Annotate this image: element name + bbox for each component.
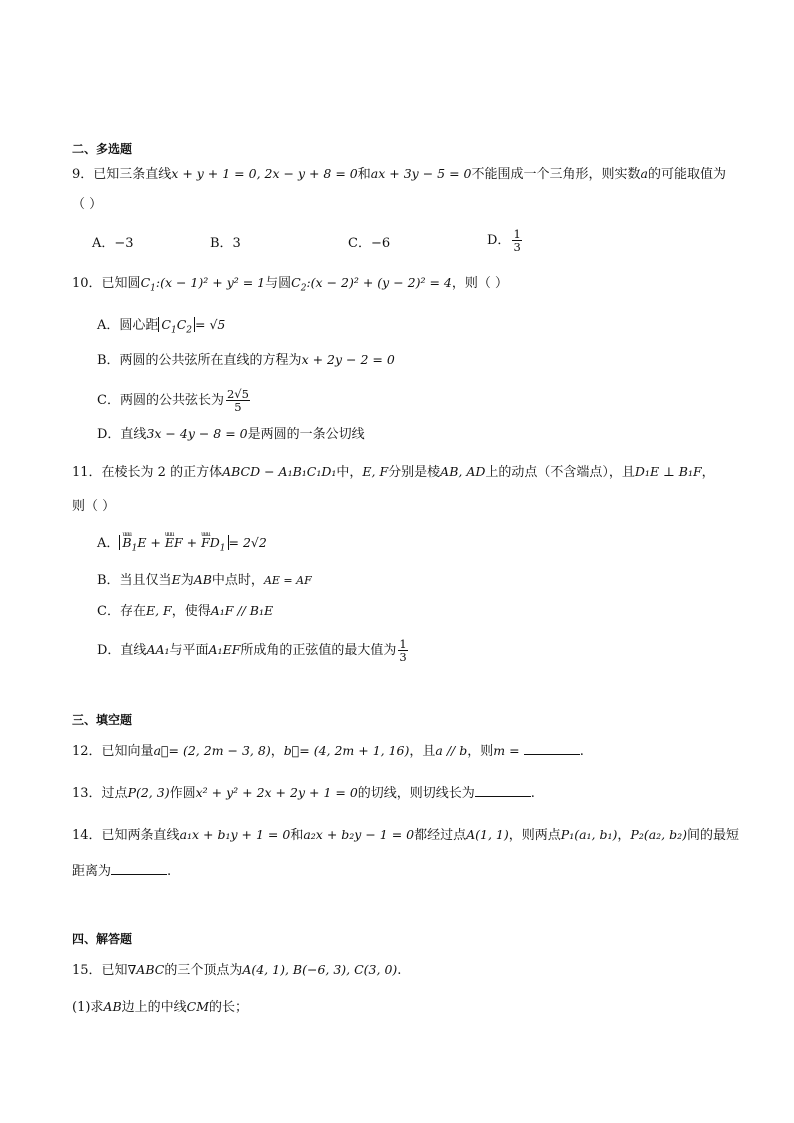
q14-p2: P₂(a₂, b₂): [630, 827, 688, 842]
q13-circle: x² + y² + 2x + 2y + 1 = 0: [195, 785, 358, 800]
q15-sub1-text: 边上的中线: [121, 1000, 187, 1015]
q11-option-b: [97, 571, 312, 590]
q11-text: 在棱长为 2 的正方体: [101, 465, 223, 480]
q13-number: 13．: [72, 786, 102, 801]
q14-p1: P₁(a₁, b₁): [560, 827, 618, 842]
q10-text: 与圆: [265, 276, 292, 291]
fraction: [512, 228, 521, 253]
fraction: [398, 638, 407, 663]
q12-text: ，则: [467, 744, 494, 759]
q11-text: 中，: [336, 465, 363, 480]
q11-option-c: [97, 602, 273, 621]
q13-text: 作圆: [169, 786, 196, 801]
q10-option-a-label: A．圆心距: [97, 318, 159, 333]
q11-edges: AB, AD: [440, 464, 486, 479]
q14-number: 14．: [72, 828, 102, 843]
q10-c1-eq: :(x − 1)² + y² = 1: [155, 275, 266, 290]
q15-triangle: ∇ABC: [127, 962, 165, 977]
q11-option-d-label: D．直线: [97, 643, 147, 658]
q14-end: .: [167, 864, 172, 879]
q11-option-b-text: 为: [180, 573, 194, 588]
q10-option-b: [97, 351, 395, 370]
q9-var: a: [640, 166, 648, 181]
q9-number: 9．: [72, 167, 94, 182]
q10-option-d-label: D．直线: [97, 427, 147, 442]
q13-answer-blank: [475, 784, 531, 797]
q11-line2: 则（ ）: [72, 499, 116, 514]
section-heading-multi: 二、多选题: [72, 142, 133, 156]
q15-end: .: [397, 963, 402, 978]
q11-option-a-val: = 2√2: [228, 535, 267, 550]
q11-option-d: [97, 638, 410, 663]
q14-l1: a₁x + b₁y + 1 = 0: [179, 827, 291, 842]
q11-cube: ABCD − A₁B₁C₁D₁: [222, 464, 337, 479]
q11-option-d-text: 与平面: [169, 643, 209, 658]
q13-text: 的切线，则切线长为: [357, 786, 475, 801]
question-14: 14．已知两条直线a₁x + b₁y + 1 = 0和a₂x + b₂y − 1 = 0都经过点A(1, 1)，则两点P₁(a₁, b₁)，P₂(a₂, b₂)间的最短: [72, 827, 740, 843]
q12-m: m =: [493, 743, 520, 758]
q10-c2-eq: :(x − 2)² + (y − 2)² = 4: [306, 275, 452, 290]
q11-ef: E, F: [362, 464, 389, 479]
q15-sub1-end: 的长；: [209, 1000, 249, 1015]
question-15: [72, 961, 401, 980]
q11-option-c-text: ，使得: [171, 604, 211, 619]
q9-text: 已知三条直线: [93, 167, 172, 182]
q14-text: 已知两条直线: [101, 828, 180, 843]
q11-option-c-ef: E, F: [145, 603, 172, 618]
q13-text: 过点: [101, 786, 128, 801]
q11-text: ，: [701, 465, 715, 480]
q14-text: 间的最短: [687, 828, 740, 843]
q9-text: 的可能取值为: [647, 167, 726, 182]
q9-answer-paren: （ ）: [72, 197, 103, 212]
fraction-den: 5: [234, 400, 242, 414]
q9-option-b: B．3: [210, 236, 241, 251]
q10-option-d-text: 是两圆的一条公切线: [247, 427, 365, 442]
q11-option-b-e: E: [171, 572, 181, 587]
q10-option-d-eq: 3x − 4y − 8 = 0: [146, 426, 248, 441]
q14-text: 和: [290, 828, 304, 843]
q13-point: P(2, 3): [127, 785, 170, 800]
q11-option-c-eq: A₁F // B₁E: [210, 603, 274, 618]
q11-option-a: A．uuu $B_1E$ + uuu EF + uuu $FD_1 = 2√2$: [97, 534, 267, 558]
q9-option-a: A．−3: [92, 236, 134, 251]
q10-option-a-val: = √5: [195, 317, 226, 332]
q11-option-b-text: 中点时，: [211, 573, 264, 588]
q10-option-d: [97, 425, 365, 444]
q9-option-d: [487, 228, 524, 253]
q11-option-c-label: C．存在: [97, 604, 146, 619]
q11-option-a-label: A．: [97, 536, 120, 551]
q14-text: 都经过点: [414, 828, 467, 843]
section-heading-solve: 四、解答题: [72, 932, 133, 946]
fraction-num: 1: [399, 637, 407, 651]
q10-text: 已知圆: [101, 276, 141, 291]
q14-line2: [72, 862, 171, 881]
q12-end: .: [579, 744, 584, 759]
q10-option-c: [97, 388, 252, 413]
q15-number: 15．: [72, 963, 102, 978]
q9-text: 和: [357, 167, 371, 182]
q14-text: ，则两点: [508, 828, 561, 843]
fraction-num: 1: [513, 227, 521, 241]
question-13: [72, 784, 535, 803]
question-10: 10．已知圆$C_1:(x - 1)^2 + y^2 = 1$与圆$C_2:(x - 2)^2 + (y - 2)^2 = 4$，则（ ）: [72, 275, 509, 294]
q9-text: 不能围成一个三角形，则实数: [471, 167, 641, 182]
q14-l2: a₂x + b₂y − 1 = 0: [303, 827, 415, 842]
q10-number: 10．: [72, 276, 102, 291]
q12-text: 已知向量: [101, 744, 154, 759]
q12-number: 12．: [72, 744, 102, 759]
q15-points: A(4, 1), B(−6, 3), C(3, 0): [242, 962, 398, 977]
q15-subquestion-1: [72, 998, 248, 1017]
q11-perp: D₁E ⊥ B₁F: [634, 464, 702, 479]
q13-end: .: [530, 786, 535, 801]
q11-option-d-aa: AA₁: [146, 642, 170, 657]
fraction-den: 3: [399, 650, 407, 664]
q11-option-b-ab: AB: [193, 572, 212, 587]
fraction: [226, 388, 250, 413]
q11-option-b-label: B．当且仅当: [97, 573, 172, 588]
q12-a-eq: = (2, 2m − 3, 8): [168, 743, 271, 758]
question-9: [72, 165, 726, 184]
q15-text: 已知: [101, 963, 128, 978]
question-12: 12．已知向量a⃗= (2, 2m − 3, 8)，b⃗= (4, 2m + 1, 16)，且a // b，则m = .: [72, 743, 584, 759]
q9-option-c: C．−6: [348, 236, 391, 251]
q12-answer-blank: [524, 742, 580, 755]
q9-eq2: ax + 3y − 5 = 0: [370, 166, 472, 181]
q10-option-c-label: C．两圆的公共弦长为: [97, 393, 224, 408]
section-heading-fill: 三、填空题: [72, 713, 133, 727]
fraction-num: 2√5: [226, 387, 249, 401]
question-11: [72, 463, 715, 482]
q14-point: A(1, 1): [466, 827, 509, 842]
q12-text: ，且: [409, 744, 436, 759]
q11-option-d-text: 所成角的正弦值的最大值为: [240, 643, 397, 658]
q11-option-b-eq: AE = AF: [263, 574, 312, 587]
q9-eq1: x + y + 1 = 0, 2x − y + 8 = 0: [171, 166, 358, 181]
q15-sub1-cm: CM: [186, 999, 210, 1014]
q11-text: 分别是棱: [388, 465, 441, 480]
q11-number: 11．: [72, 465, 102, 480]
q10-option-b-eq: x + 2y − 2 = 0: [301, 352, 395, 367]
q14-text: 距离为: [72, 864, 112, 879]
q11-text: 上的动点（不含端点），且: [485, 465, 635, 480]
q15-sub1-label: (1)求: [72, 1000, 104, 1015]
q12-b-eq: = (4, 2m + 1, 16): [299, 743, 410, 758]
q10-option-b-label: B．两圆的公共弦所在直线的方程为: [97, 353, 302, 368]
fraction-den: 3: [513, 240, 521, 254]
q10-text: ，则（ ）: [451, 276, 509, 291]
q9-option-d-label: D．: [487, 233, 511, 248]
q12-parallel: a // b: [435, 743, 468, 758]
q11-option-d-plane: A₁EF: [208, 642, 241, 657]
q15-text: 的三个顶点为: [164, 963, 243, 978]
q14-answer-blank: [111, 862, 167, 875]
q15-sub1-ab: AB: [103, 999, 122, 1014]
q10-option-a: A．圆心距 $C_1C_2 = √5$: [97, 317, 226, 336]
